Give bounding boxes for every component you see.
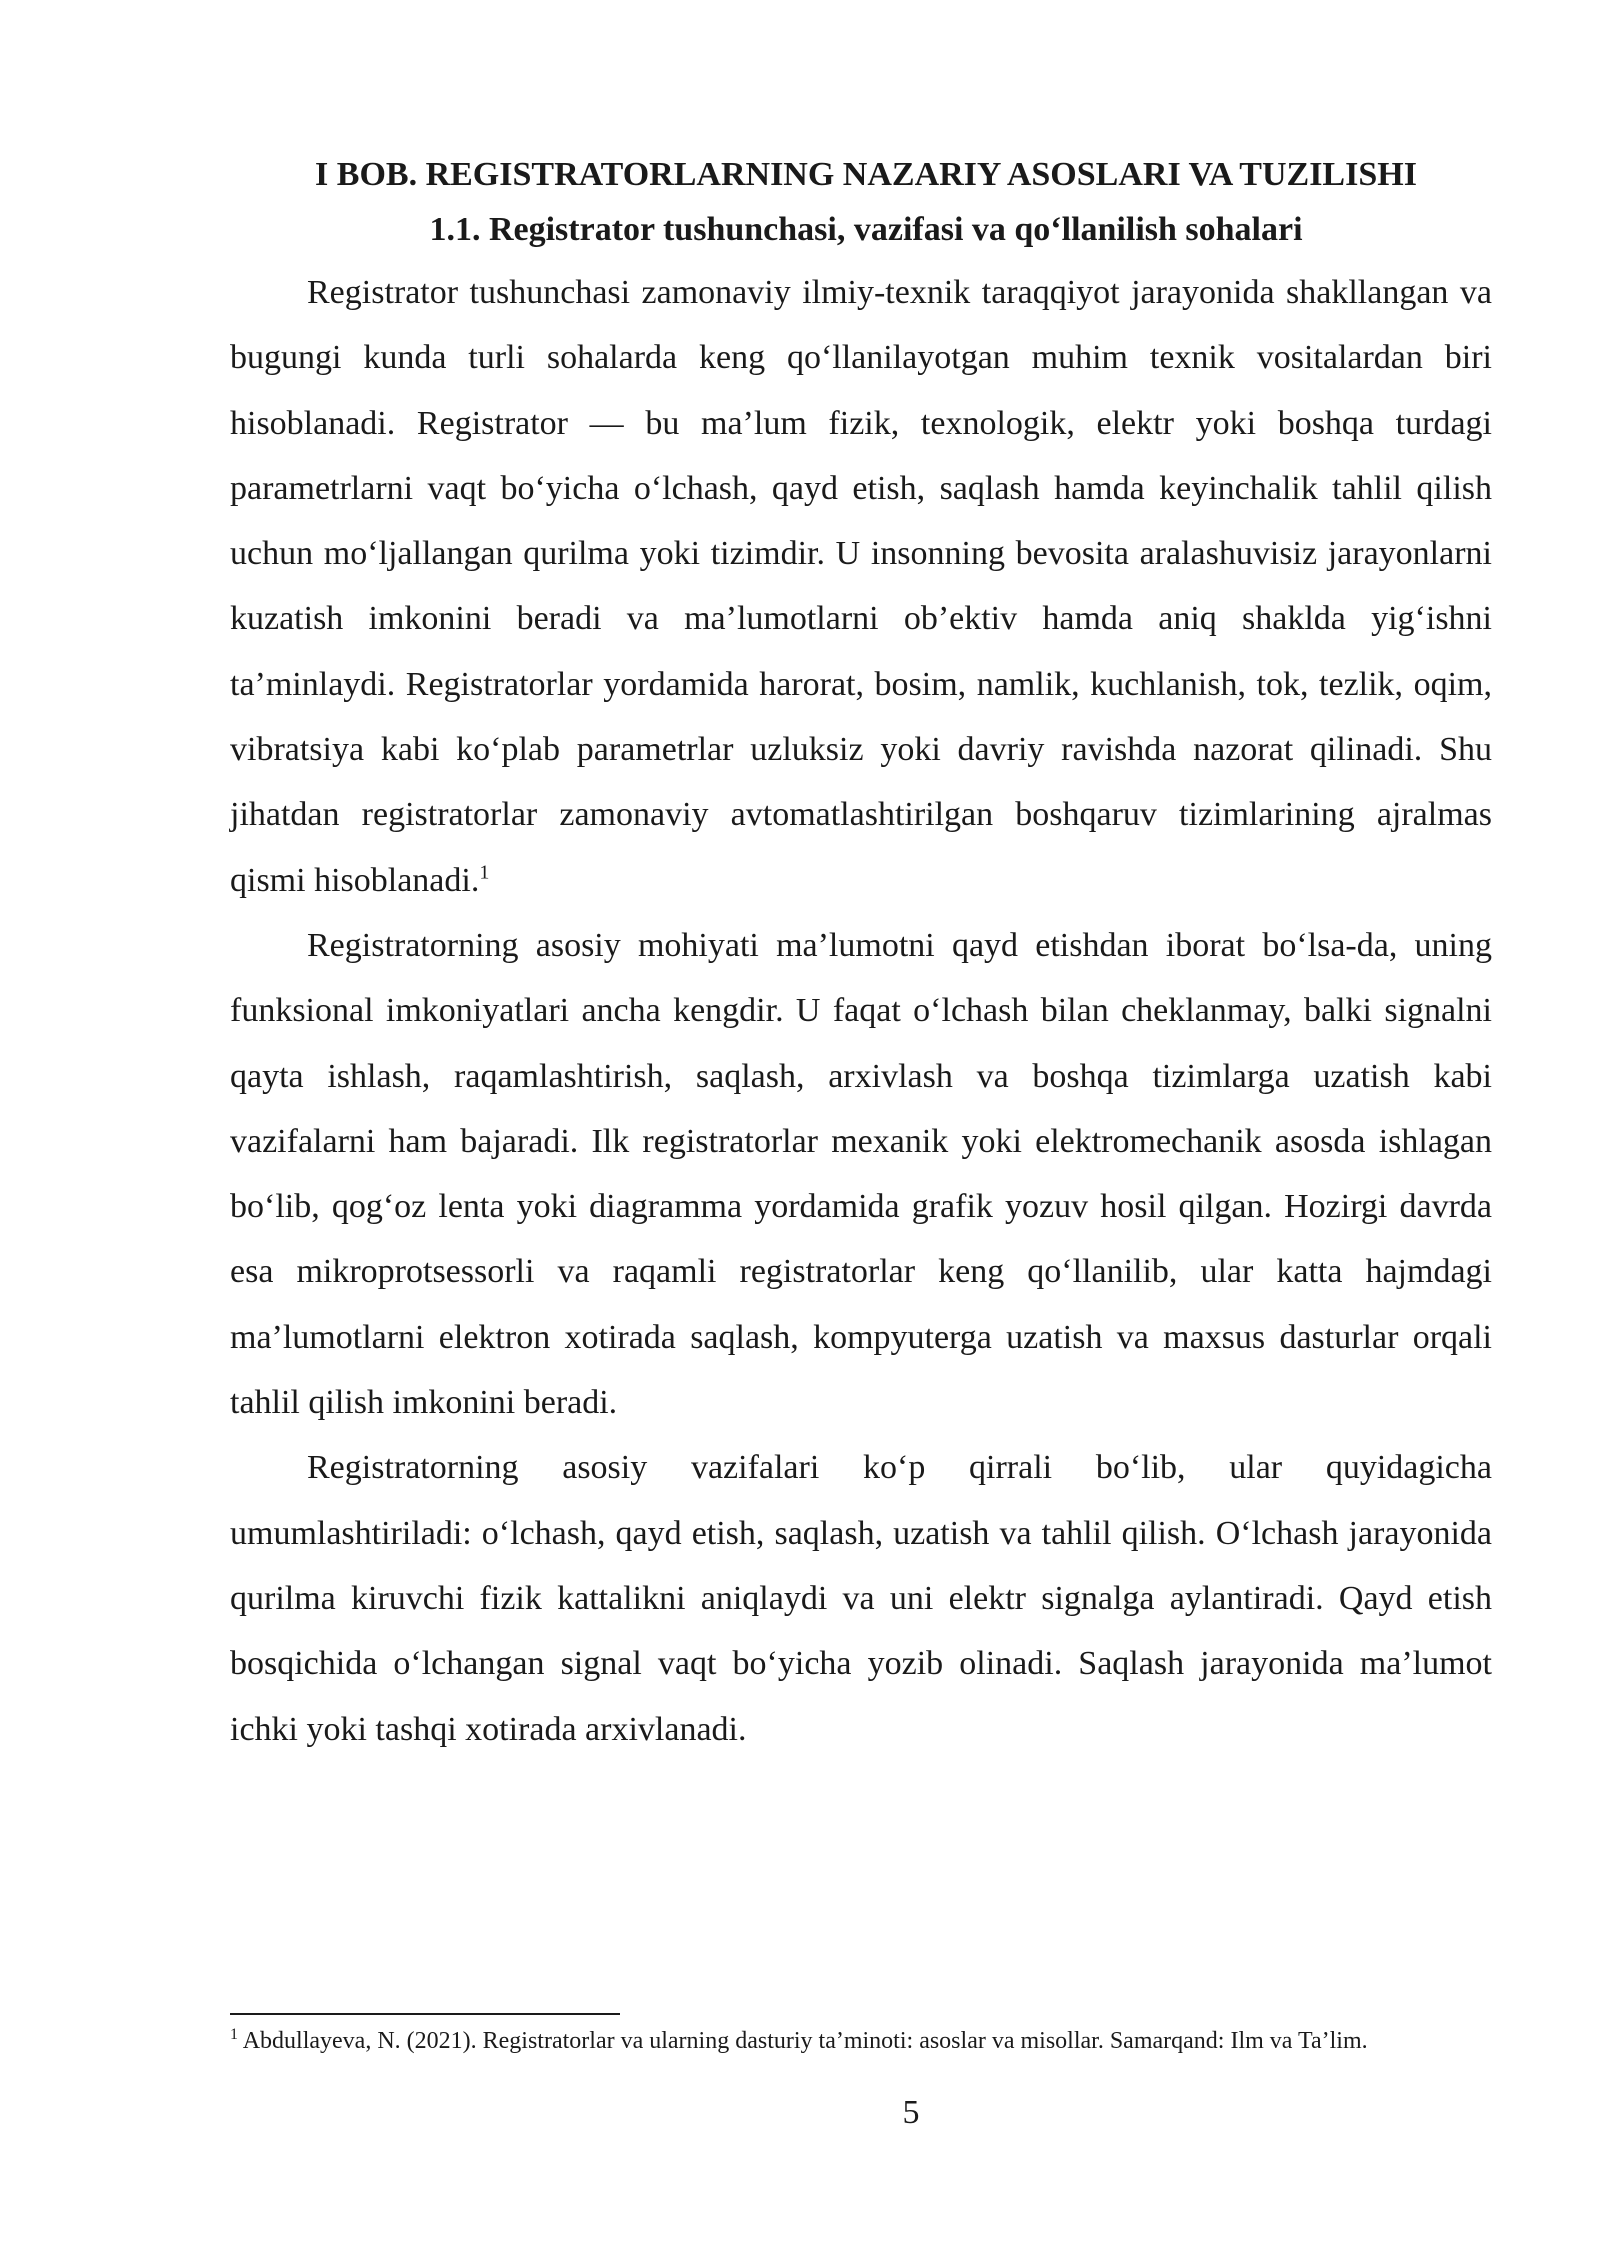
footnote-reference[interactable]: 1 (479, 861, 490, 884)
footnote (230, 2026, 1492, 2057)
paragraph-2: Registratorning asosiy mohiyati ma’lumotni qayd etishdan iborat bo‘lsa-da, uning funksional imkoniyatlari ancha kengdir. U faqat o‘lchash bilan cheklanmay, balki signalni qayta ishlash, raqamlashtirish, saqlash, arxivlash va boshqa tizimlarga uzatish kabi vazifalarni ham bajaradi. Ilk registratorlar mexanik yoki elektromechanik asosda ishlagan bo‘lib, qog‘oz lenta yoki diagramma yordamida grafik yozuv hosil qilgan. Hozirgi davrda esa mikroprotsessorli va raqamli registratorlar keng qo‘llanilib, ular katta hajmdagi ma’lumotlarni elektron xotirada saqlash, kompyuterga uzatish va maxsus dasturlar orqali tahlil qilish imkonini beradi. (230, 926, 1492, 1422)
paragraph-1 (230, 260, 1492, 913)
footnote-text: Abdullayeva, N. (2021). Registratorlar va ularning dasturiy ta’minoti: asoslar va misollar. Samarqand: Ilm va Ta’lim. (242, 2028, 1368, 2054)
paragraph-3: Registratorning asosiy vazifalari ko‘p qirrali bo‘lib, ular quyidagicha umumlashtiriladi: o‘lchash, qayd etish, saqlash, uzatish va tahlil qilish. O‘lchash jarayonida qurilma kiruvchi fizik kattalikni aniqlaydi va uni elektr signalga aylantiradi. Qayd etish bosqichida o‘lchangan signal vaqt bo‘yicha yozib olinadi. Saqlash jarayonida ma’lumot ichki yoki tashqi xotirada arxivlanadi. (230, 1449, 1492, 1748)
section-title: 1.1. Registrator tushunchasi, vazifasi va qo‘llanilish sohalari (429, 211, 1303, 248)
footnote-separator (230, 2013, 620, 2015)
footnote-number: 1 (230, 2026, 238, 2043)
chapter-title: I BOB. REGISTRATORLARNING NAZARIY ASOSLARI VA TUZILISHI (315, 156, 1417, 193)
paragraph-1-text: Registrator tushunchasi zamonaviy ilmiy-texnik taraqqiyot jarayonida shakllangan va bugungi kunda turli sohalarda keng qo‘llanilayotgan muhim texnik vositalardan biri hisoblanadi. Registrator — bu ma’lum fizik, texnologik, elektr yoki boshqa turdagi parametrlarni vaqt bo‘yicha o‘lchash, qayd etish, saqlash hamda keyinchalik tahlil qilish uchun mo‘ljallangan qurilma yoki tizimdir. U insonning bevosita aralashuvisiz jarayonlarni kuzatish imkonini beradi va ma’lumotlarni ob’ektiv hamda aniq shaklda yig‘ishni ta’minlaydi. Registratorlar yordamida harorat, bosim, namlik, kuchlanish, tok, tezlik, oqim, vibratsiya kabi ko‘plab parametrlar uzluksiz yoki davriy ravishda nazorat qilinadi. Shu jihatdan registratorlar zamonaviy avtomatlashtirilgan boshqaruv tizimlarining ajralmas qismi hisoblanadi. (230, 274, 1492, 899)
page-number: 5 (902, 2094, 920, 2131)
document-page (230, 150, 1492, 1762)
